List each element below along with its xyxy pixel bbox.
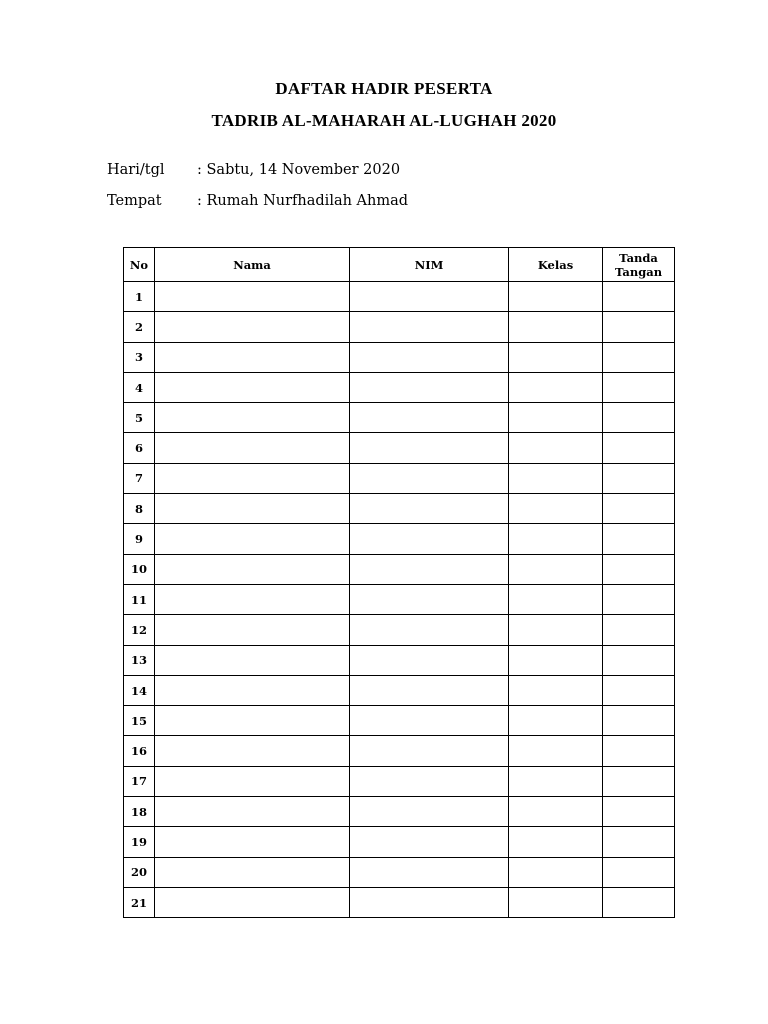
table-row bbox=[124, 706, 675, 736]
row-number-cell: 10 bbox=[124, 554, 155, 584]
kelas-cell[interactable] bbox=[509, 766, 603, 796]
nama-cell[interactable] bbox=[155, 645, 350, 675]
kelas-cell[interactable] bbox=[509, 342, 603, 372]
row-number-cell: 11 bbox=[124, 584, 155, 614]
nim-cell[interactable] bbox=[350, 766, 509, 796]
kelas-cell[interactable] bbox=[509, 372, 603, 402]
nama-cell[interactable] bbox=[155, 857, 350, 887]
table-row bbox=[124, 463, 675, 493]
nim-cell[interactable] bbox=[350, 584, 509, 614]
signature-cell[interactable] bbox=[603, 615, 675, 645]
table-row bbox=[124, 524, 675, 554]
nim-cell[interactable] bbox=[350, 675, 509, 705]
row-number-cell: 16 bbox=[124, 736, 155, 766]
signature-cell[interactable] bbox=[603, 857, 675, 887]
row-number-cell: 19 bbox=[124, 827, 155, 857]
nim-cell[interactable] bbox=[350, 312, 509, 342]
row-number-cell: 21 bbox=[124, 887, 155, 917]
signature-cell[interactable] bbox=[603, 827, 675, 857]
table-row bbox=[124, 584, 675, 614]
nama-cell[interactable] bbox=[155, 372, 350, 402]
signature-cell[interactable] bbox=[603, 372, 675, 402]
nim-cell[interactable] bbox=[350, 887, 509, 917]
table-row bbox=[124, 494, 675, 524]
nama-cell[interactable] bbox=[155, 282, 350, 312]
signature-cell[interactable] bbox=[603, 797, 675, 827]
row-number-cell: 14 bbox=[124, 675, 155, 705]
date-value: : Sabtu, 14 November 2020 bbox=[197, 162, 401, 178]
signature-cell[interactable] bbox=[603, 494, 675, 524]
signature-cell[interactable] bbox=[603, 675, 675, 705]
kelas-cell[interactable] bbox=[509, 797, 603, 827]
nim-cell[interactable] bbox=[350, 645, 509, 675]
header-tanda-tangan bbox=[603, 248, 675, 282]
row-number-cell: 12 bbox=[124, 615, 155, 645]
kelas-cell[interactable] bbox=[509, 615, 603, 645]
nama-cell[interactable] bbox=[155, 706, 350, 736]
row-number-cell: 7 bbox=[124, 463, 155, 493]
nim-cell[interactable] bbox=[350, 554, 509, 584]
nim-cell[interactable] bbox=[350, 372, 509, 402]
nama-cell[interactable] bbox=[155, 403, 350, 433]
nama-cell[interactable] bbox=[155, 615, 350, 645]
kelas-cell[interactable] bbox=[509, 403, 603, 433]
table-row bbox=[124, 282, 675, 312]
kelas-cell[interactable] bbox=[509, 706, 603, 736]
attendance-table bbox=[123, 247, 675, 918]
table-row bbox=[124, 797, 675, 827]
table-row bbox=[124, 675, 675, 705]
place-value: : Rumah Nurfhadilah Ahmad bbox=[197, 193, 409, 209]
row-number-cell: 5 bbox=[124, 403, 155, 433]
nama-cell[interactable] bbox=[155, 524, 350, 554]
signature-cell[interactable] bbox=[603, 403, 675, 433]
table-row bbox=[124, 433, 675, 463]
nama-cell[interactable] bbox=[155, 433, 350, 463]
nama-cell[interactable] bbox=[155, 554, 350, 584]
header-tanda-line1: Tanda bbox=[619, 250, 658, 265]
nama-cell[interactable] bbox=[155, 463, 350, 493]
table-row bbox=[124, 372, 675, 402]
nama-cell[interactable] bbox=[155, 312, 350, 342]
nama-cell[interactable] bbox=[155, 766, 350, 796]
kelas-cell[interactable] bbox=[509, 494, 603, 524]
signature-cell[interactable] bbox=[603, 706, 675, 736]
row-number-cell: 6 bbox=[124, 433, 155, 463]
header-tanda-line2: Tangan bbox=[614, 264, 663, 279]
table-body bbox=[124, 282, 675, 918]
table-row bbox=[124, 857, 675, 887]
row-number-cell: 1 bbox=[124, 282, 155, 312]
header-nim: NIM bbox=[350, 248, 509, 282]
row-number-cell: 9 bbox=[124, 524, 155, 554]
row-number-cell: 4 bbox=[124, 372, 155, 402]
date-label: Hari/tgl bbox=[107, 162, 165, 178]
table-row bbox=[124, 736, 675, 766]
kelas-cell[interactable] bbox=[509, 887, 603, 917]
nim-cell[interactable] bbox=[350, 524, 509, 554]
signature-cell[interactable] bbox=[603, 645, 675, 675]
signature-cell[interactable] bbox=[603, 554, 675, 584]
nama-cell[interactable] bbox=[155, 675, 350, 705]
place-label: Tempat bbox=[107, 193, 162, 209]
kelas-cell[interactable] bbox=[509, 312, 603, 342]
kelas-cell[interactable] bbox=[509, 463, 603, 493]
signature-cell[interactable] bbox=[603, 282, 675, 312]
table-row bbox=[124, 403, 675, 433]
nim-cell[interactable] bbox=[350, 706, 509, 736]
row-number-cell: 3 bbox=[124, 342, 155, 372]
nim-cell[interactable] bbox=[350, 463, 509, 493]
kelas-cell[interactable] bbox=[509, 827, 603, 857]
table-row bbox=[124, 554, 675, 584]
nim-cell[interactable] bbox=[350, 494, 509, 524]
kelas-cell[interactable] bbox=[509, 675, 603, 705]
nama-cell[interactable] bbox=[155, 342, 350, 372]
header-kelas: Kelas bbox=[509, 248, 603, 282]
nim-cell[interactable] bbox=[350, 282, 509, 312]
nim-cell[interactable] bbox=[350, 857, 509, 887]
place-info-line bbox=[107, 193, 408, 209]
header-no: No bbox=[124, 248, 155, 282]
row-number-cell: 13 bbox=[124, 645, 155, 675]
signature-cell[interactable] bbox=[603, 312, 675, 342]
header-nama: Nama bbox=[155, 248, 350, 282]
row-number-cell: 8 bbox=[124, 494, 155, 524]
nim-cell[interactable] bbox=[350, 736, 509, 766]
row-number-cell: 17 bbox=[124, 766, 155, 796]
signature-cell[interactable] bbox=[603, 736, 675, 766]
kelas-cell[interactable] bbox=[509, 584, 603, 614]
kelas-cell[interactable] bbox=[509, 645, 603, 675]
signature-cell[interactable] bbox=[603, 463, 675, 493]
kelas-cell[interactable] bbox=[509, 524, 603, 554]
nim-cell[interactable] bbox=[350, 827, 509, 857]
kelas-cell[interactable] bbox=[509, 554, 603, 584]
table-row bbox=[124, 645, 675, 675]
kelas-cell[interactable] bbox=[509, 433, 603, 463]
nim-cell[interactable] bbox=[350, 403, 509, 433]
table-row bbox=[124, 342, 675, 372]
signature-cell[interactable] bbox=[603, 887, 675, 917]
kelas-cell[interactable] bbox=[509, 857, 603, 887]
kelas-cell[interactable] bbox=[509, 282, 603, 312]
nim-cell[interactable] bbox=[350, 342, 509, 372]
document-subtitle: TADRIB AL-MAHARAH AL-LUGHAH 2020 bbox=[211, 111, 557, 130]
nama-cell[interactable] bbox=[155, 494, 350, 524]
row-number-cell: 15 bbox=[124, 706, 155, 736]
table-header-row bbox=[124, 248, 675, 282]
signature-cell[interactable] bbox=[603, 433, 675, 463]
kelas-cell[interactable] bbox=[509, 736, 603, 766]
nim-cell[interactable] bbox=[350, 797, 509, 827]
nim-cell[interactable] bbox=[350, 433, 509, 463]
nama-cell[interactable] bbox=[155, 827, 350, 857]
signature-cell[interactable] bbox=[603, 342, 675, 372]
nama-cell[interactable] bbox=[155, 887, 350, 917]
date-info-line bbox=[107, 162, 400, 178]
nama-cell[interactable] bbox=[155, 736, 350, 766]
table-row bbox=[124, 312, 675, 342]
nama-cell[interactable] bbox=[155, 797, 350, 827]
document-title: DAFTAR HADIR PESERTA bbox=[275, 79, 493, 98]
row-number-cell: 18 bbox=[124, 797, 155, 827]
table-row bbox=[124, 887, 675, 917]
row-number-cell: 2 bbox=[124, 312, 155, 342]
table-row bbox=[124, 766, 675, 796]
table-row bbox=[124, 615, 675, 645]
signature-cell[interactable] bbox=[603, 524, 675, 554]
signature-cell[interactable] bbox=[603, 766, 675, 796]
row-number-cell: 20 bbox=[124, 857, 155, 887]
signature-cell[interactable] bbox=[603, 584, 675, 614]
nama-cell[interactable] bbox=[155, 584, 350, 614]
table-row bbox=[124, 827, 675, 857]
nim-cell[interactable] bbox=[350, 615, 509, 645]
